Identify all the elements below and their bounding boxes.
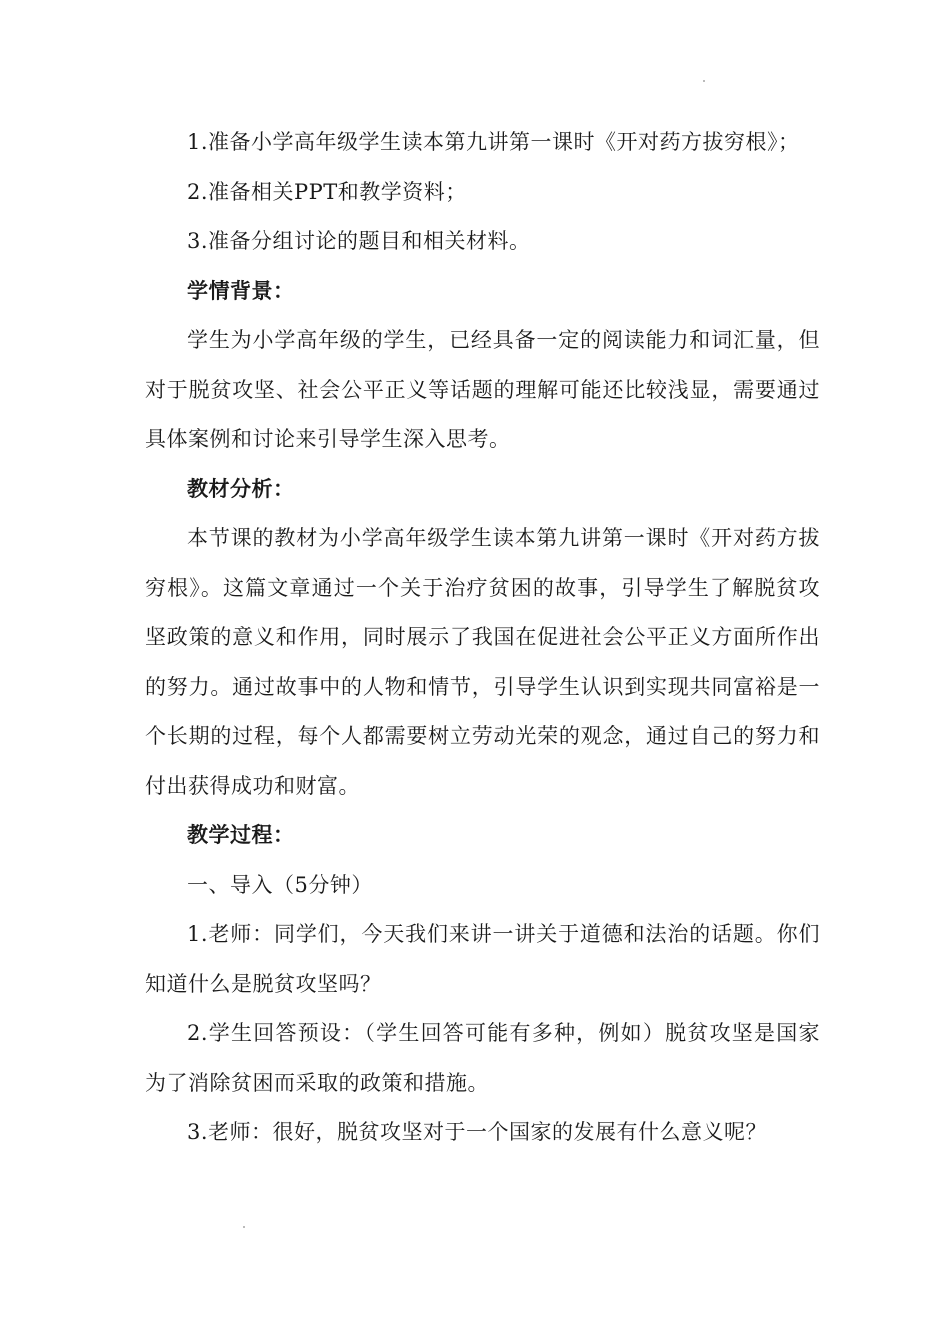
heading-teaching-process: 教学过程： [187, 823, 295, 847]
intro-step-3: 3.老师：很好，脱贫攻坚对于一个国家的发展有什么意义呢？ [187, 1120, 768, 1144]
prep-item-2: 2.准备相关PPT和教学资料； [187, 179, 467, 204]
scan-dot [703, 80, 705, 82]
prep-item-3: 3.准备分组讨论的题目和相关材料。 [187, 229, 531, 253]
scan-dot [243, 1226, 245, 1228]
intro-step-2: 2.学生回答预设：（学生回答可能有多种，例如）脱贫攻坚是国家为了消除贫困而采取的政策和措施。 [145, 1021, 820, 1095]
section-intro-title: 一、导入（5分钟） [187, 872, 373, 897]
document-body [145, 118, 820, 1158]
student-background-text: 学生为小学高年级的学生，已经具备一定的阅读能力和词汇量，但对于脱贫攻坚、社会公平正义等话题的理解可能还比较浅显，需要通过具体案例和讨论来引导学生深入思考。 [145, 328, 820, 451]
heading-student-background: 学情背景： [187, 278, 295, 303]
material-analysis-text: 本节课的教材为小学高年级学生读本第九讲第一课时《开对药方拔穷根》。这篇文章通过一个关于治疗贫困的故事，引导学生了解脱贫攻坚政策的意义和作用，同时展示了我国在促进社会公平正义方面所作出的努力。通过故事中的人物和情节，引导学生认识到实现共同富裕是一个长期的过程，每个人都需要树立劳动光荣的观念，通过自己的努力和付出获得成功和财富。 [145, 526, 820, 798]
prep-item-1: 1.准备小学高年级学生读本第九讲第一课时《开对药方拔穷根》； [187, 130, 800, 154]
heading-material-analysis: 教材分析： [187, 476, 295, 501]
intro-step-1: 1.老师：同学们，今天我们来讲一讲关于道德和法治的话题。你们知道什么是脱贫攻坚吗？ [145, 922, 820, 996]
